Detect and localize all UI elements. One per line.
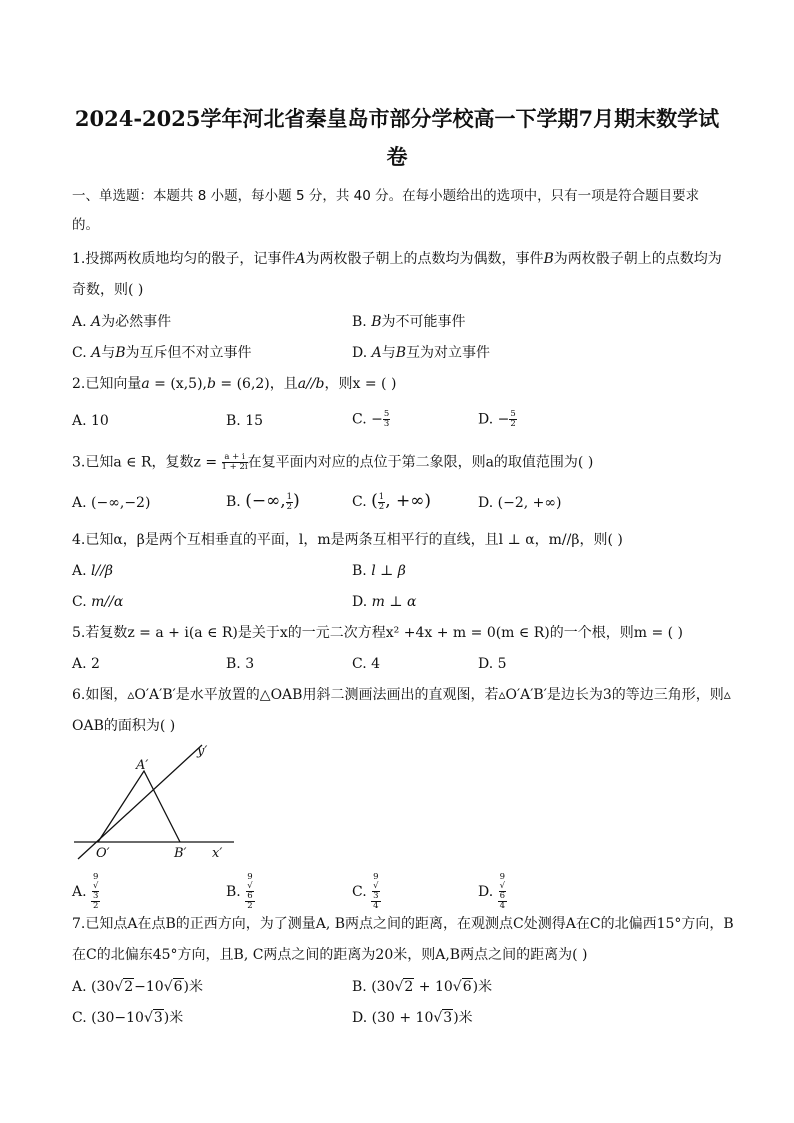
q1-option-d: D. A与B互为对立事件 <box>352 345 491 361</box>
x-axis-label: x′ <box>212 846 223 861</box>
q4-option-a: A. l//β <box>72 563 114 579</box>
q3-option-c: C. ( $\frac{1}{2}$ , +∞) <box>352 491 432 512</box>
q4-option-d: D. m ⊥ α <box>352 594 417 610</box>
q3-stem: 3.已知a ∈ R，复数z = $\frac{a + i}{1 + 2i}$ 在复平面内对应的点位于第二象限，则a的取值范围为( ) <box>72 452 594 472</box>
q7-stem-line2: 在C的北偏东45°方向，且B, C两点之间的距离为20米，则A,B两点之间的距离为( ) <box>72 947 588 963</box>
q6-stem-line2: OAB的面积为( ) <box>72 718 176 734</box>
q5-option-b: B. 3 <box>226 656 255 672</box>
q1-stem-line2: 奇数，则( ) <box>72 282 144 298</box>
exam-title-line1: 2024-2025学年河北省秦皇岛市部分学校高一下学期7月期末数学试 <box>74 106 720 131</box>
q3-option-b: B. (−∞, $\frac{1}{2}$ ) <box>226 491 300 512</box>
q6-stem-line1: 6.如图，▵O′A′B′是水平放置的△OAB用斜二测画法画出的直观图，若▵O′A′B′是边长为3的等边三角形，则▵ <box>72 687 731 703</box>
oblique-triangle-figure <box>64 735 244 865</box>
q4-option-c: C. m//α <box>72 594 124 610</box>
q6-option-a: A. 9 √ 3 2 <box>72 872 99 911</box>
q4-option-b: B. l ⊥ β <box>352 563 406 579</box>
q7-stem-line1: 7.已知点A在点B的正西方向，为了测量A, B两点之间的距离，在观测点C处测得A在C的北偏西15°方向，B <box>72 916 734 932</box>
exam-title-line2: 卷 <box>386 144 408 169</box>
triangle-sides <box>98 771 180 842</box>
q5-stem: 5.若复数z = a + i(a ∈ R)是关于x的一元二次方程x² +4x + m = 0(m ∈ R)的一个根，则m = ( ) <box>72 625 684 641</box>
q2-option-b: B. 15 <box>226 413 264 429</box>
q7-option-b: B. (30√2 + 10√6)米 <box>352 979 493 995</box>
vertex-a-label: A′ <box>136 758 149 773</box>
q5-option-d: D. 5 <box>478 656 507 672</box>
vertex-o-label: O′ <box>96 846 110 861</box>
q5-option-c: C. 4 <box>352 656 381 672</box>
q7-option-c: C. (30−10√3)米 <box>72 1010 184 1026</box>
section-instructions-line1: 一、单选题：本题共 8 小题，每小题 5 分，共 40 分。在每小题给出的选项中，只有一项是符合题目要求 <box>72 188 700 204</box>
section-instructions-line2: 的。 <box>72 217 99 233</box>
q7-option-a: A. (30√2−10√6)米 <box>72 979 203 995</box>
vertex-b-label: B′ <box>174 846 187 861</box>
q3-option-a: A. (−∞,−2) <box>72 495 151 511</box>
q7-option-d: D. (30 + 10√3)米 <box>352 1010 473 1026</box>
q5-option-a: A. 2 <box>72 656 100 672</box>
q3-option-d: D. (−2, +∞) <box>478 495 562 511</box>
q6-option-c: C. 9 √ 3 4 <box>352 872 379 911</box>
q4-stem: 4.已知α，β是两个互相垂直的平面，l，m是两条互相平行的直线，且l ⊥ α，m//β，则( ) <box>72 532 623 548</box>
q6-option-d: D. 9 √ 6 4 <box>478 872 506 911</box>
q2-option-a: A. 10 <box>72 413 109 429</box>
q2-option-c: C. − $\frac{5}{3}$ <box>352 409 390 429</box>
q1-option-b: B. B为不可能事件 <box>352 314 466 330</box>
q1-option-a: A. A为必然事件 <box>72 314 172 330</box>
q2-option-d: D. − $\frac{5}{2}$ <box>478 409 516 429</box>
q2-stem: 2.已知向量a = (x,5),b = (6,2)，且a//b，则x = ( ) <box>72 376 397 392</box>
q1-stem-line1: 1.投掷两枚质地均匀的骰子，记事件A为两枚骰子朝上的点数均为偶数，事件B为两枚骰子朝上的点数均为 <box>72 251 722 267</box>
q6-option-b: B. 9 √ 6 2 <box>226 872 253 911</box>
q1-option-c: C. A与B为互斥但不对立事件 <box>72 345 252 361</box>
y-axis-label: y′ <box>197 744 208 759</box>
